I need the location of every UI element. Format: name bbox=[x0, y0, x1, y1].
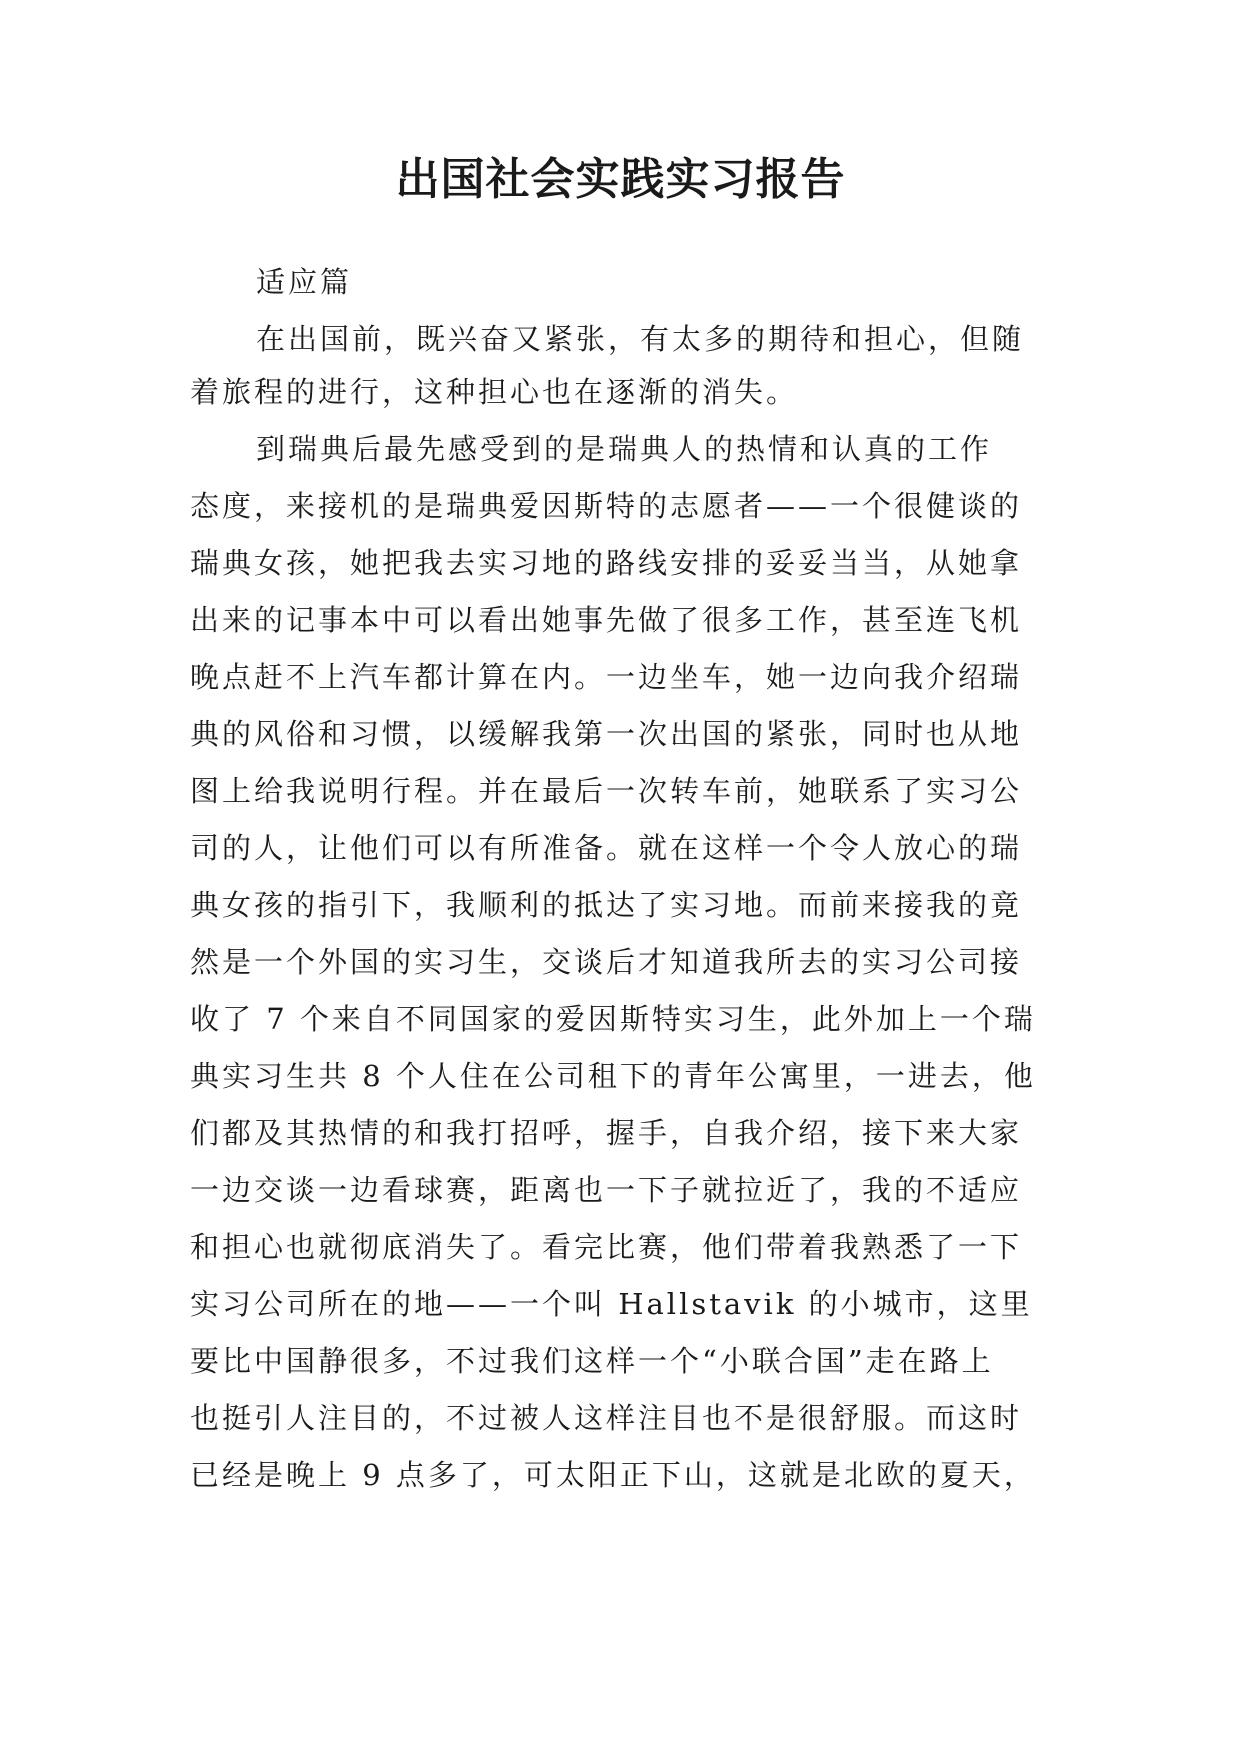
text-line: 典女孩的指引下，我顺利的抵达了实习地。而前来接我的竟 bbox=[190, 888, 1023, 922]
text-line: 收了 7 个来自不同国家的爱因斯特实习生，此外加上一个瑞 bbox=[190, 1002, 1036, 1036]
text-line: 一边交谈一边看球赛，距离也一下子就拉近了，我的不适应 bbox=[190, 1173, 1023, 1207]
text-line: 出来的记事本中可以看出她事先做了很多工作，甚至连飞机 bbox=[190, 603, 1023, 637]
text-line: 司的人，让他们可以有所准备。就在这样一个令人放心的瑞 bbox=[190, 831, 1023, 865]
text-line: 在出国前，既兴奋又紧张，有太多的期待和担心，但随 bbox=[256, 322, 1025, 356]
text-line: 已经是晚上 9 点多了，可太阳正下山，这就是北欧的夏天， bbox=[190, 1458, 1036, 1492]
text-line: 态度，来接机的是瑞典爱因斯特的志愿者——一个很健谈的 bbox=[190, 489, 1023, 523]
text-line: 典的风俗和习惯，以缓解我第一次出国的紧张，同时也从地 bbox=[190, 717, 1023, 751]
text-line: 然是一个外国的实习生，交谈后才知道我所去的实习公司接 bbox=[190, 945, 1023, 979]
text-line: 瑞典女孩，她把我去实习地的路线安排的妥妥当当，从她拿 bbox=[190, 546, 1023, 580]
document-title: 出国社会实践实习报告 bbox=[395, 154, 846, 205]
section-heading: 适应篇 bbox=[256, 265, 353, 299]
text-line: 图上给我说明行程。并在最后一次转车前，她联系了实习公 bbox=[190, 774, 1023, 808]
text-line: 和担心也就彻底消失了。看完比赛，他们带着我熟悉了一下 bbox=[190, 1230, 1023, 1264]
text-line: 典实习生共 8 个人住在公司租下的青年公寓里，一进去，他 bbox=[190, 1059, 1036, 1093]
text-line: 实习公司所在的地——一个叫 Hallstavik 的小城市，这里 bbox=[190, 1287, 1033, 1321]
text-line: 也挺引人注目的，不过被人这样注目也不是很舒服。而这时 bbox=[190, 1401, 1023, 1435]
text-line: 要比中国静很多，不过我们这样一个“小联合国”走在路上 bbox=[190, 1344, 994, 1378]
text-line: 晚点赶不上汽车都计算在内。一边坐车，她一边向我介绍瑞 bbox=[190, 660, 1023, 694]
text-line: 到瑞典后最先感受到的是瑞典人的热情和认真的工作 bbox=[256, 432, 993, 466]
text-line: 着旅程的进行，这种担心也在逐渐的消失。 bbox=[190, 375, 799, 409]
text-line: 们都及其热情的和我打招呼，握手，自我介绍，接下来大家 bbox=[190, 1116, 1023, 1150]
